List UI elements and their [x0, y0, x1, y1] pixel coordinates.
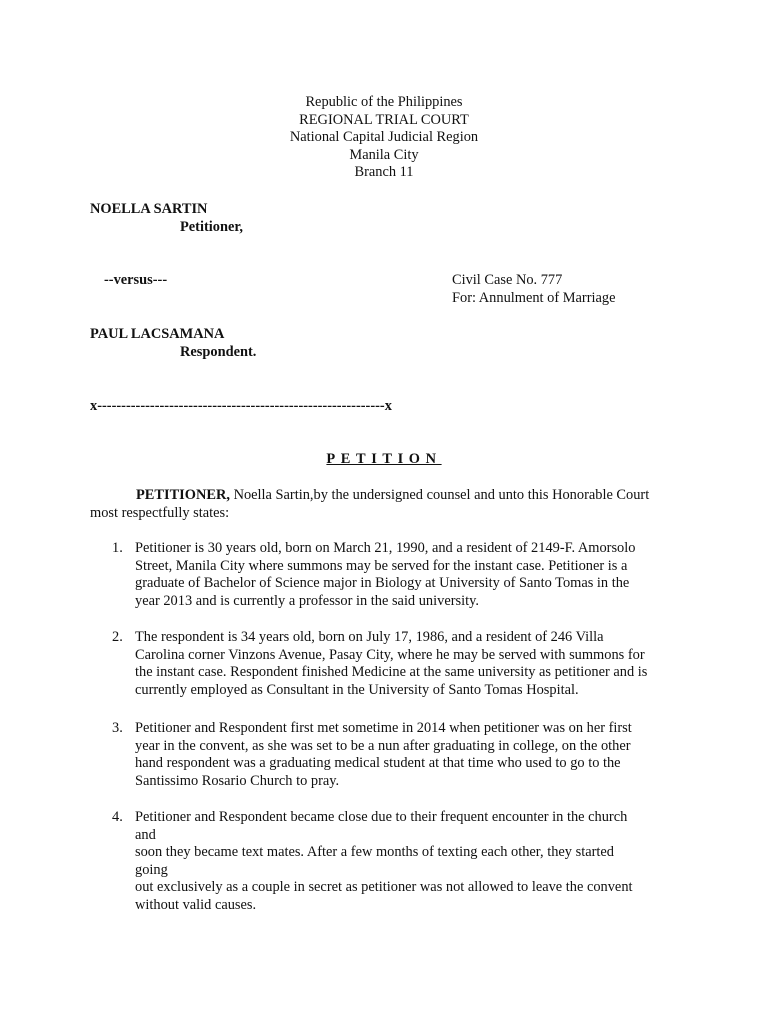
respondent-name: PAUL LACSAMANA	[90, 326, 225, 342]
list-item-line: Carolina corner Vinzons Avenue, Pasay City, where he may be served with summons for	[135, 646, 645, 663]
caption-separator: x------------------------------------------------------------x	[90, 398, 392, 414]
list-item-line: Street, Manila City where summons may be served for the instant case. Petitioner is a	[135, 557, 628, 574]
versus-label: --versus---	[104, 272, 168, 288]
list-item-body	[135, 629, 650, 699]
case-subject: For: Annulment of Marriage	[452, 290, 616, 306]
intro-lead: PETITIONER,	[136, 487, 230, 503]
court-heading-line: National Capital Judicial Region	[289, 129, 479, 146]
list-item-body	[135, 809, 650, 915]
intro-line-1	[136, 487, 649, 505]
list-item-number: 4.	[112, 809, 123, 825]
list-item-body	[135, 540, 650, 610]
list-item-number: 3.	[112, 720, 123, 736]
court-heading-line: Republic of the Philippines	[305, 94, 463, 110]
intro-line-1-text: Noella Sartin,by the undersigned counsel and unto this Honorable Court	[229, 487, 650, 503]
list-item-number: 1.	[112, 540, 123, 556]
list-item-line: graduate of Bachelor of Science major in Biology at University of Santo Tomas in the	[135, 575, 630, 592]
case-number: Civil Case No. 777	[452, 272, 563, 288]
list-item-line: out exclusively as a couple in secret as petitioner was not allowed to leave the convent	[135, 879, 633, 896]
petitioner-role: Petitioner,	[180, 219, 244, 235]
court-heading	[0, 94, 768, 182]
court-heading-line: Branch 11	[354, 164, 414, 181]
list-item-line: currently employed as Consultant in the University of Santo Tomas Hospital.	[135, 681, 579, 698]
list-item-line: year 2013 and is currently a professor in the said university.	[135, 592, 479, 609]
petitioner-name: NOELLA SARTIN	[90, 201, 208, 217]
list-item-line: Petitioner and Respondent became close due to their frequent encounter in the church and	[135, 809, 628, 843]
intro-line-2: most respectfully states:	[90, 505, 230, 521]
list-item-number: 2.	[112, 629, 123, 645]
list-item-line: Petitioner is 30 years old, born on March 21, 1990, and a resident of 2149-F. Amorsolo	[135, 540, 636, 556]
list-item-line: the instant case. Respondent finished Medicine at the same university as petitioner and is	[135, 664, 648, 681]
list-item-line: soon they became text mates. After a few months of texting each other, they started going	[135, 844, 614, 878]
respondent-role: Respondent.	[180, 344, 257, 360]
court-heading-line: Manila City	[349, 146, 419, 163]
list-item-line: Santissimo Rosario Church to pray.	[135, 772, 340, 789]
list-item-body	[135, 720, 650, 790]
list-item-line: Petitioner and Respondent first met sometime in 2014 when petitioner was on her first	[135, 720, 632, 736]
list-item-line: year in the convent, as she was set to be a nun after graduating in college, on the other	[135, 737, 631, 754]
list-item-line: without valid causes.	[135, 896, 257, 913]
document-title: PETITION	[326, 451, 442, 467]
list-item-line: The respondent is 34 years old, born on July 17, 1986, and a resident of 246 Villa	[135, 629, 604, 645]
court-heading-line: REGIONAL TRIAL COURT	[299, 111, 469, 128]
list-item-line: hand respondent was a graduating medical student at that time who used to go to the	[135, 755, 621, 772]
